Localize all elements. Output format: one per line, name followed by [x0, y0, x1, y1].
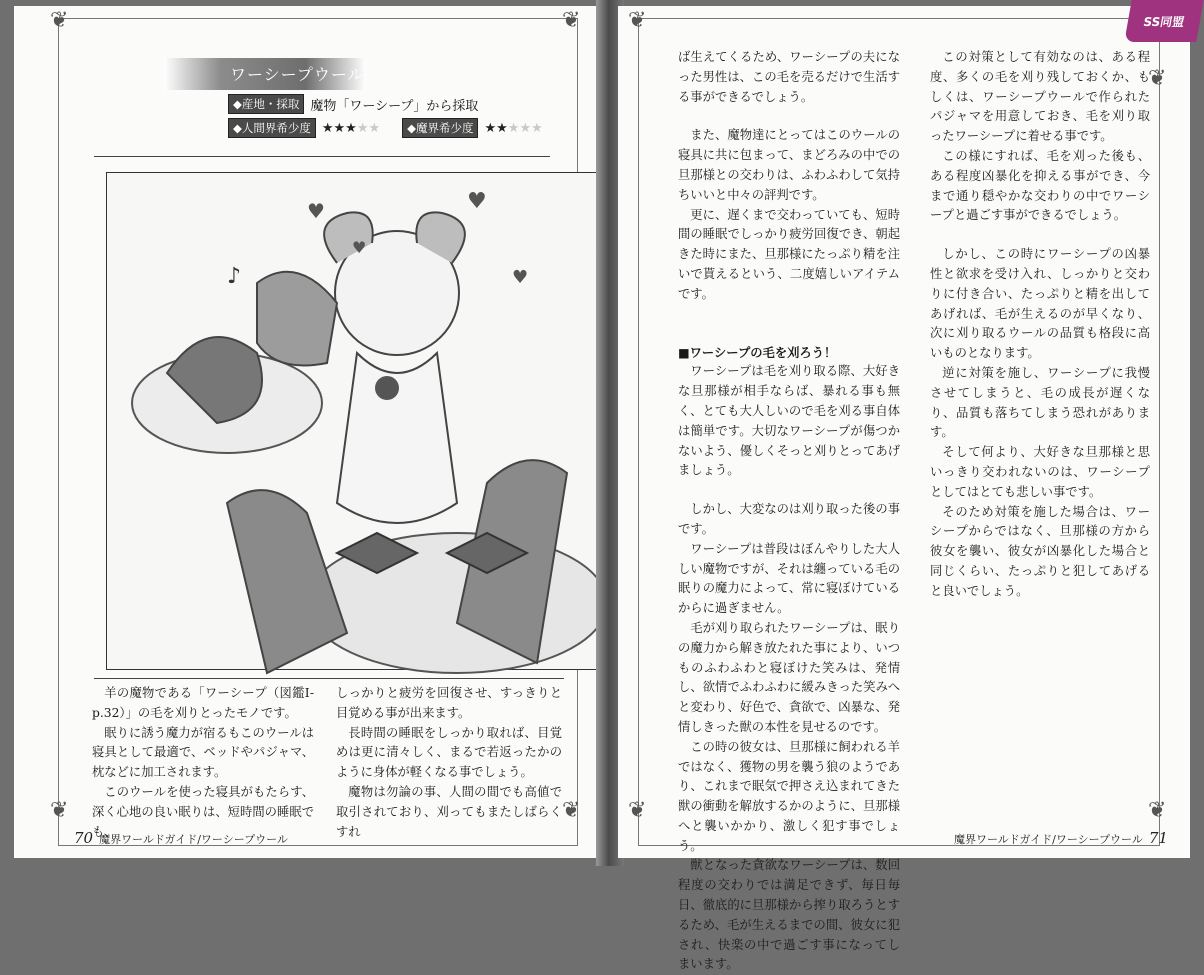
paragraph: 獣となった貪欲なワーシープは、数回程度の交わりでは満足できず、毎日毎日、徹底的に旦那様から搾り取ろうとするため、毛が生えるまでの間、彼女に犯され、快楽の中で過ごす事になってしまいます。 [678, 858, 900, 972]
star-filled-icon: ★ [345, 120, 357, 136]
illustration-drawing [107, 173, 601, 669]
left-page [14, 6, 604, 858]
human-rarity-stars [322, 121, 380, 136]
svg-text:♥: ♥ [512, 267, 529, 288]
corner-ornament-icon: ❦ [562, 798, 581, 823]
paragraph: また、魔物達にとってはこのウールの寝具に共に包まって、まどろみの中での旦那様との交わりは、ふわふわして気持ちいいと中々の評判です。 [678, 128, 900, 202]
right-column-1 [678, 48, 900, 975]
star-filled-icon: ★ [333, 120, 346, 136]
paragraph: しかし、この時にワーシープの凶暴性と欲求を受け入れ、しっかりと交わりに付き合い、たっぷりと精を出してあげれば、毛が生えるのが早くなり、次に刈り取るウールの品質も格段に高いものとなります。 [930, 247, 1150, 361]
paragraph: この時の彼女は、旦那様に飼われる羊ではなく、獲物の男を襲う狼のようであり、これまで眠気で押さえ込まれてきた獣の衝動を解放するかのように、旦那様へと襲いかかり、激しく犯す事でしょう。 [678, 739, 900, 853]
corner-ornament-icon: ❦ [628, 8, 647, 33]
star-empty-icon: ★ [368, 120, 381, 136]
left-footer [74, 829, 288, 847]
paragraph: このウールを使った寝具がもたらす、深く心地の良い眠りは、短時間の睡眠でも、 [92, 784, 314, 839]
svg-text:♥: ♥ [307, 199, 325, 223]
spacer [930, 226, 1150, 245]
paragraph: そのため対策を施した場合は、ワーシープからではなく、旦那様の方から彼女を襲い、彼女が凶暴化した場合と同じくらい、たっぷりと犯してあげると良いでしょう。 [930, 504, 1150, 598]
star-filled-icon: ★ [496, 120, 508, 136]
svg-text:♥: ♥ [467, 189, 487, 214]
paragraph: 眠りに誘う魔力が宿るもこのウールは寝具として最適で、ベッドやパジャマ、枕などに加工されます。 [92, 725, 314, 780]
corner-ornament-icon: ❦ [562, 8, 581, 33]
origin-label: ◆産地・採取 [228, 94, 304, 114]
header-rule [94, 156, 550, 157]
paragraph: しかし、大変なのは刈り取った後の事です。 [678, 502, 900, 536]
star-empty-icon: ★ [507, 120, 520, 136]
paragraph: 毛が刈り取られたワーシープは、眠りの魔力から解き放たれた事により、いつものふわふわと寝ぼけた笑みは、発情し、欲情でふわふわに緩みきった笑みへと変わり、好色で、貪欲で、凶暴な、発情しきった獣の本性を見せるのです。 [678, 620, 900, 734]
rarity-row [228, 118, 543, 138]
spacer [678, 305, 900, 343]
page-number: 70 [74, 829, 94, 847]
illustration [106, 172, 602, 670]
svg-text:♪: ♪ [227, 264, 242, 289]
paragraph: 魔物は勿論の事、人間の間でも高値で取引されており、刈ってもまたしばらくすれ [336, 784, 562, 839]
demon-rarity-stars [484, 121, 542, 136]
left-column-1 [92, 684, 314, 842]
paragraph: ワーシープは普段はぼんやりした大人しい魔物ですが、それは纏っている毛の眠りの魔力によって、常に寝ぼけているからに過ぎません。 [678, 541, 900, 616]
paragraph: 逆に対策を施し、ワーシープに我慢させてしまうと、毛の成長が遅くなり、品質も落ちてしまう恐れがあります。 [930, 365, 1150, 440]
paragraph: この様にすれば、毛を刈った後も、ある程度凶暴化を抑える事ができ、今まで通り穏やかな交わりの中でワーシープと過ごす事ができるでしょう。 [930, 148, 1150, 223]
svg-text:♥: ♥ [352, 238, 367, 257]
running-footer: 魔界ワールドガイド/ワーシープウール [954, 833, 1143, 846]
paragraph: この対策として有効なのは、ある程度、多くの毛を刈り残しておくか、もしくは、ワーシープウールで作られたパジャマを用意しておき、毛を刈り取ったワーシープに着せる事です。 [930, 50, 1150, 144]
right-footer [954, 829, 1168, 847]
spacer [678, 481, 900, 500]
corner-ornament-icon: ❦ [628, 798, 647, 823]
left-column-2 [336, 684, 562, 842]
demon-rarity-label: ◆魔界希少度 [402, 118, 478, 138]
section-heading: ■ワーシープの毛を刈ろう！ [678, 344, 837, 360]
origin-row [228, 94, 478, 114]
star-empty-icon: ★ [356, 120, 369, 136]
star-empty-icon: ★ [531, 120, 543, 136]
spacer [678, 107, 900, 126]
running-footer: 魔界ワールドガイド/ワーシープウール [99, 833, 288, 846]
corner-ornament-icon: ❦ [50, 8, 69, 33]
paragraph: 長時間の睡眠をしっかり取れば、目覚めは更に清々しく、まるで若返ったかのように身体が軽くなる事でしょう。 [336, 725, 562, 780]
paragraph: そして何より、大好きな旦那様と思いっきり交われないのは、ワーシープとしてはとても悲しい事です。 [930, 445, 1150, 499]
corner-ornament-icon: ❦ [1148, 798, 1167, 823]
paragraph: 更に、遅くまで交わっていても、短時間の睡眠でしっかり疲労回復でき、朝起きた時にまた、旦那様にたっぷり精を注いで貰えるという、二度嬉しいアイテムです。 [678, 207, 900, 301]
paragraph: 羊の魔物である「ワーシープ（図鑑Ⅰ-p.32）」の毛を刈りとったモノです。 [92, 686, 314, 720]
star-filled-icon: ★ [484, 120, 497, 136]
star-filled-icon: ★ [321, 120, 334, 136]
origin-value: 魔物「ワーシープ」から採取 [310, 98, 479, 114]
human-rarity-label: ◆人間界希少度 [228, 118, 316, 138]
caption-rule [94, 678, 564, 679]
corner-ornament-icon: ❦ [1148, 66, 1167, 91]
paragraph: ワーシープは毛を刈り取る際、大好きな旦那様が相手ならば、暴れる事も無く、とても大人しいので毛を刈る事自体は簡単です。大切なワーシープが傷つかないよう、優しくそっと刈りとってあげましょう。 [678, 364, 900, 478]
publisher-badge: SS同盟 [1124, 0, 1203, 42]
page-number: 71 [1148, 829, 1168, 847]
corner-ornament-icon: ❦ [50, 798, 69, 823]
item-title: ワーシープウール [230, 65, 365, 84]
right-column-2 [930, 48, 1150, 602]
star-empty-icon: ★ [519, 120, 532, 136]
paragraph: しっかりと疲労を回復させ、すっきりと目覚める事が出来ます。 [336, 686, 562, 720]
paragraph: ば生えてくるため、ワーシープの夫になった男性は、この毛を売るだけで生活する事ができるでしょう。 [678, 50, 900, 104]
right-page [618, 6, 1190, 972]
